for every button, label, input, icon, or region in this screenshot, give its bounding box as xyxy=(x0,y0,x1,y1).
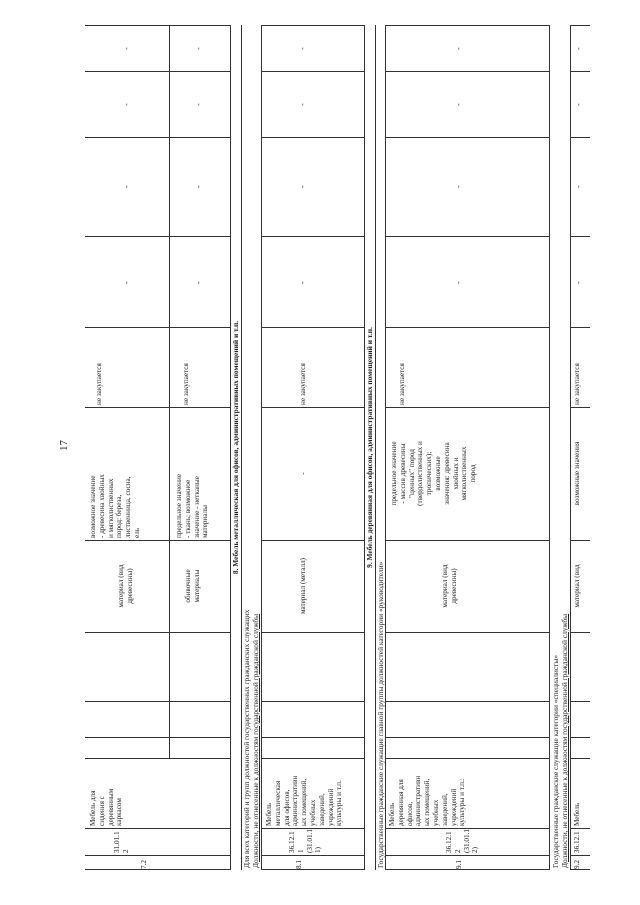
empty-value: - xyxy=(298,47,307,50)
section-category: Государственные гражданские служащие главной группы должностей категории «руководители» xyxy=(376,561,385,868)
empty-value: - xyxy=(194,185,203,188)
okpd-code: 31.01.1 2 xyxy=(113,831,130,853)
characteristic-value: - xyxy=(299,472,307,475)
empty-value: - xyxy=(298,185,307,188)
empty-value: - xyxy=(454,281,463,284)
not-procured-note: не закупается xyxy=(95,363,103,405)
empty-value: - xyxy=(122,185,131,188)
characteristic: материал (вид древесины) xyxy=(117,564,134,608)
not-procured-note: не закупается xyxy=(573,363,581,405)
empty-value: - xyxy=(454,185,463,188)
not-procured-note: не закупается xyxy=(299,363,307,405)
empty-value: - xyxy=(574,47,583,50)
section-category: Государственные гражданские служащие категории «специалисты» xyxy=(551,654,560,868)
characteristic-value: возможное значение - древесина хвойных и мягколиственных пород: береза, лиственница, сосна, ель xyxy=(89,474,141,538)
empty-value: - xyxy=(574,103,583,106)
empty-value: - xyxy=(298,281,307,284)
characteristic-value: предельное значение - ткань; возможное значение - нетканые материалы xyxy=(175,473,210,538)
empty-value: - xyxy=(122,103,131,106)
item-name: Мебель металлическая для офисов, административн ых помещений, учебных заведений, учреждений культуры и т.п. xyxy=(265,775,344,826)
okpd-code: 36.12.1 xyxy=(573,831,581,853)
rotated-table xyxy=(85,25,590,870)
empty-value: - xyxy=(574,281,583,284)
empty-value: - xyxy=(194,47,203,50)
empty-value: - xyxy=(454,47,463,50)
empty-value: - xyxy=(574,185,583,188)
empty-value: - xyxy=(122,281,131,284)
section-category: Для всех категорий и групп должностей государственных гражданских служащих xyxy=(242,609,251,868)
empty-value: - xyxy=(122,47,131,50)
page-number: 17 xyxy=(58,440,70,451)
characteristic: материал (металл) xyxy=(299,557,307,615)
empty-value: - xyxy=(454,103,463,106)
empty-value: - xyxy=(194,281,203,284)
row-number: 9.1 xyxy=(455,860,463,869)
section-subcategory: Должности, не отнесенные к должностям государственной гражданской службы xyxy=(251,613,260,868)
characteristic-value: предельное значение - массив древесины "ценных" пород (твердолиственных и тропических); возможные значения: древесина хвойных и мягколиственных пород xyxy=(390,441,478,506)
empty-value: - xyxy=(298,103,307,106)
empty-value: - xyxy=(194,103,203,106)
okpd-code: 36.12.1 2 (31.01.1 2) xyxy=(445,829,480,853)
okpd-code: 36.12.1 1 (31.01.1 1) xyxy=(288,829,323,853)
characteristic-value: возможные значения xyxy=(573,441,581,506)
item-name: Мебель xyxy=(573,802,581,826)
row-number: 7.2 xyxy=(140,860,148,869)
row-number: 9.2 xyxy=(573,860,581,869)
section-title: 8. Мебель металлическая для офисов, административных помещений и т.п. xyxy=(231,320,240,575)
item-name: Мебель для сидения с деревянным каркасом xyxy=(89,788,124,826)
section-subcategory: Должности, не отнесенные к должностям государственной гражданской службы xyxy=(560,613,569,868)
characteristic: материал (вид xyxy=(573,564,581,608)
characteristic: материал (вид древесины) xyxy=(441,564,458,608)
characteristic: обивочные материалы xyxy=(184,569,201,603)
section-title: 9. Мебель деревянная для офисов, административных помещений и т.п. xyxy=(365,327,374,568)
row-number: 8.1 xyxy=(295,860,303,869)
item-name: Мебель деревянная для офисов, административн ых помещений, учебных заведений, учреждений культуры и т.п.: xyxy=(388,775,467,826)
not-procured-note: не закупается xyxy=(182,363,190,405)
not-procured-note: не закупается xyxy=(398,363,406,405)
